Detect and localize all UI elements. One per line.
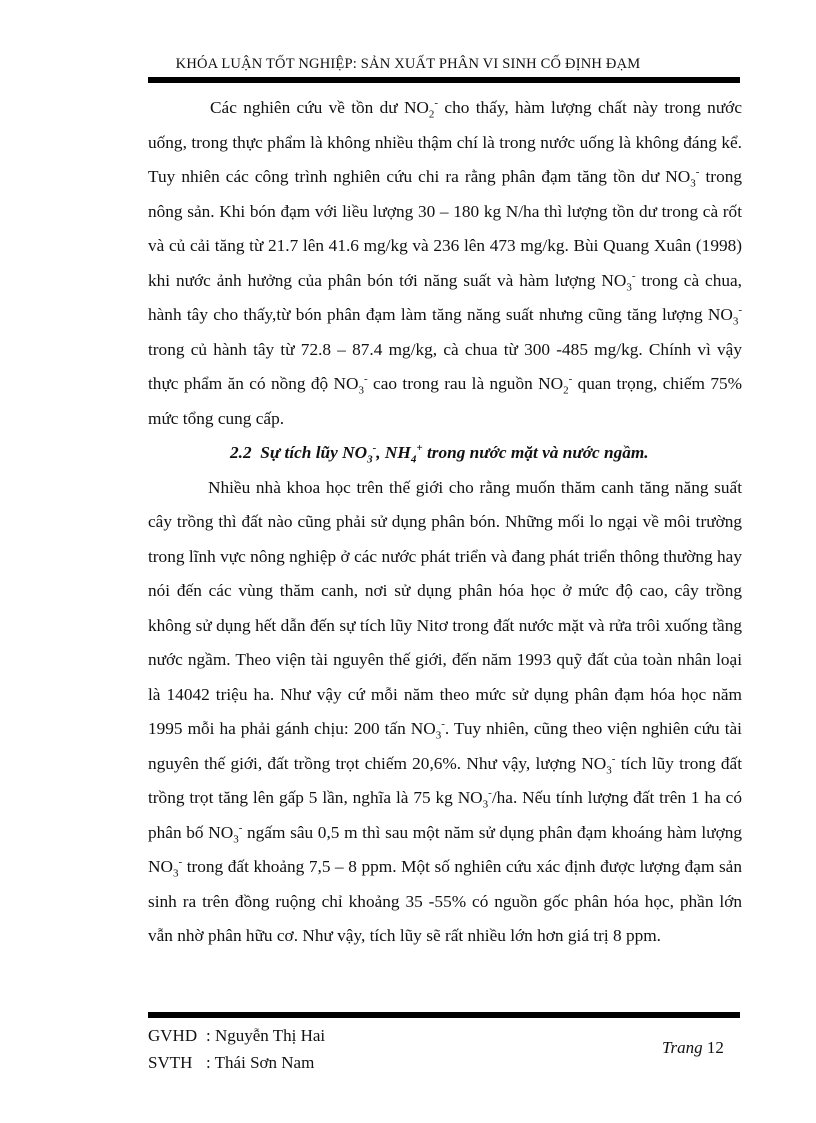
chem-no3: $NO_3^-$	[410, 718, 445, 742]
paragraph-2: Nhiều nhà khoa học trên thế giới cho rằng muốn thăm canh tăng năng suất cây trồng thì đất nào cũng phải sử dụng phân bón. Những mối lo ngại về môi trường trong lĩnh vực nông nghiệp ở các nước phát triển và đang phát triển thông thường hay nói đến các vùng thăm canh, nơi sử dụng phân hóa học ở mức độ cao, cây trồng không sử dụng hết dẫn đến sự tích lũy Nitơ trong đất nước mặt và rửa trôi xuống tầng nước ngầm. Theo viện tài nguyên thế giới, đến năm 1993 quỹ đất của toàn nhân loại là 14042 triệu ha. Như vậy cứ mỗi năm theo mức sử dụng phân đạm hóa học năm 1995 mỗi ha phải gánh chịu: 200 tấn $NO_3^-$. Tuy nhiên, cũng theo viện nghiên cứu tài nguyên thế giới, đất trồng trọt chiếm 20,6%. Như vậy, lượng $NO_3^-$ tích lũy trong đất trồng trọt tăng lên gấp 5 lần, nghĩa là 75 kg $NO_3^-/ha$. Nếu tính lượng đất trên 1 ha có phân bố $NO_3^-$ ngấm sâu 0,5 m thì sau một năm sử dụng phân đạm khoáng hàm lượng $NO_3^-$ trong đất khoảng 7,5 – 8 ppm. Một số nghiên cứu xác định được lượng đạm sản sinh ra trên đồng ruộng chỉ khoảng 35 -55% có nguồn gốc phân hóa học, phần lớn vẫn nhờ phân hữu cơ. Như vậy, tích lũy sẽ rất nhiều lớn hơn giá trị 8 ppm.	[148, 477, 743, 945]
chem-no3: $NO_3^-$	[148, 856, 183, 880]
footer-gvhd: GVHD : Nguyễn Thị Hai	[148, 1026, 326, 1045]
document-body	[148, 91, 742, 954]
section-heading: 2.2 Sự tích lũy $NO_3^-$, $NH_4^+$ trong nước mặt và nước ngầm.	[230, 442, 649, 466]
chem-no3: $NO_3^-$	[457, 787, 492, 811]
footer-credits	[148, 1022, 325, 1076]
page-header-title: KHÓA LUẬN TỐT NGHIỆP: SẢN XUẤT PHÂN VI SINH CỐ ĐỊNH ĐẠM	[175, 56, 641, 72]
chem-no3: $NO_3^-$	[581, 752, 616, 776]
chem-no3: $NO_3^-$	[601, 269, 636, 293]
footer-svth: SVTH : Thái Sơn Nam	[148, 1053, 315, 1072]
page-number: Trang 12	[662, 1038, 724, 1057]
chem-no3: $NO_3^-$	[333, 373, 368, 397]
chem-no2: $NO_2^-$	[538, 373, 573, 397]
footer-rule	[148, 1012, 740, 1018]
chem-no2: $NO_2^-$	[403, 97, 439, 121]
header-rule	[148, 77, 740, 83]
paragraph-1: Các nghiên cứu về tồn dư $NO_2^-$ cho thấy, hàm lượng chất này trong nước uống, trong thực phẩm là không nhiều thậm chí là trong nước uống là không đáng kể. Tuy nhiên các công trình nghiên cứu chi ra rằng phân đạm tăng tồn dư $NO_3^-$ trong nông sản. Khi bón đạm với liều lượng 30 – 180 kg N/ha thì lượng tồn dư trong cà rốt và củ cải tăng từ 21.7 lên 41.6 mg/kg và 236 lên 473 mg/kg. Bùi Quang Xuân (1998) khi nước ảnh hưởng của phân bón tới năng suất và hàm lượng $NO_3^-$ trong cà chua, hành tây cho thấy,từ bón phân đạm làm tăng năng suất nhưng cũng tăng lượng $NO_3^-$ trong củ hành tây từ 72.8 – 87.4 mg/kg, cà chua từ 300 -485 mg/kg. Chính vì vậy thực phẩm ăn có nồng độ $NO_3^-$ cao trong rau là nguồn $NO_2^-$ quan trọng, chiếm 75% mức tổng cung cấp.	[148, 97, 742, 428]
chem-no3: $NO_3^-$	[208, 821, 243, 845]
chem-no3: $NO_3^-$	[707, 304, 742, 328]
chem-no3: $NO_3^-$	[665, 166, 700, 190]
